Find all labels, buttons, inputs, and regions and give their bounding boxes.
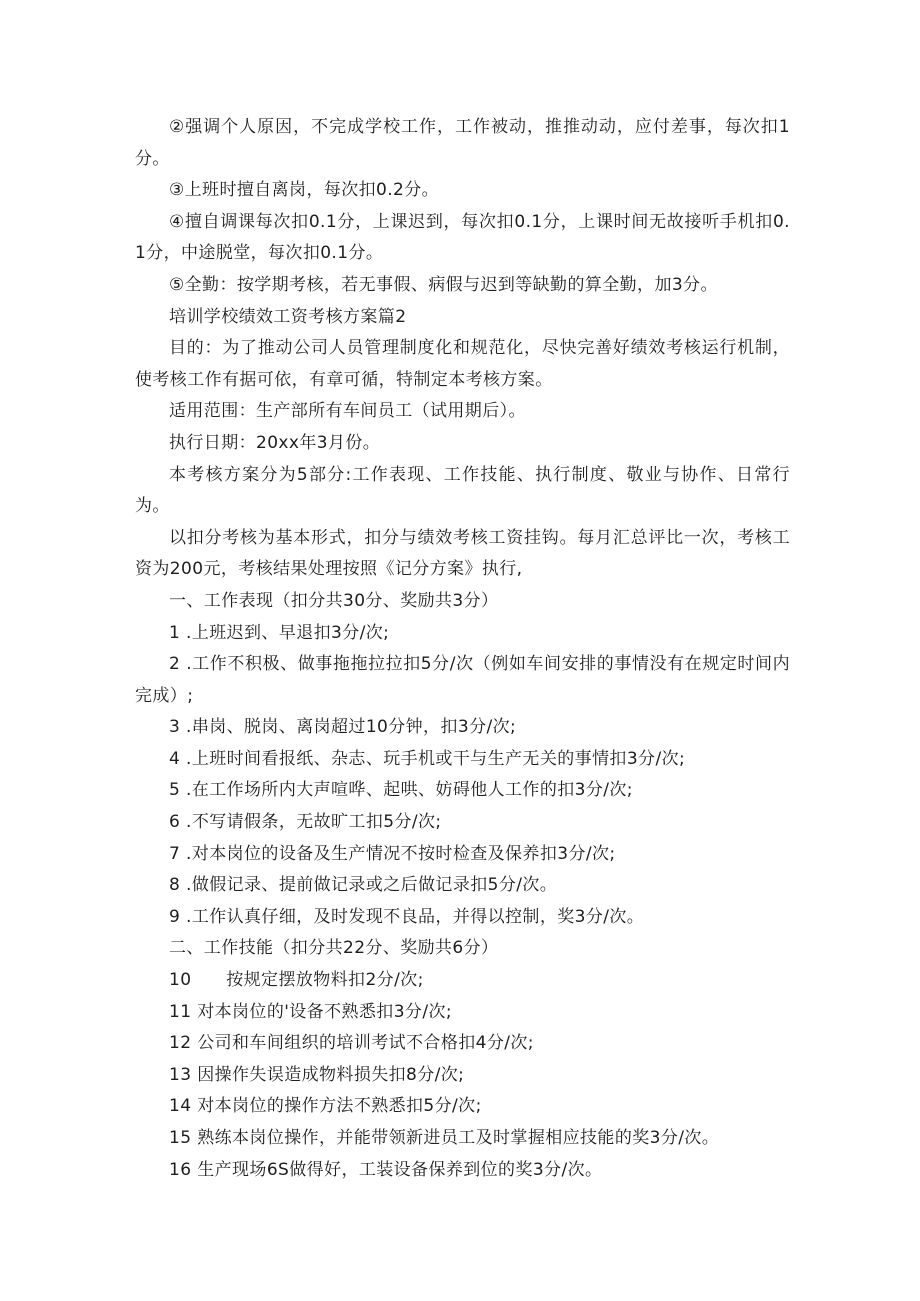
paragraph-scope: 适用范围：生产部所有车间员工（试用期后）。 [169, 401, 526, 422]
paragraph-plan-parts: 本考核方案分为5部分:工作表现、工作技能、执行制度、敬业与协作、日常行为。 [135, 464, 790, 517]
document-body [135, 112, 790, 1186]
paragraph-purpose: 目的：为了推动公司人员管理制度化和规范化，尽快完善好绩效考核运行机制，使考核工作有据可依，有章可循，特制定本考核方案。 [135, 338, 790, 390]
list-item-13: 13 因操作失误造成物料损失扣8分/次; [169, 1064, 465, 1085]
heading-work-performance: 一、工作表现（扣分共30分、奖励共3分） [169, 590, 499, 611]
list-item-10: 10 按规定摆放物料扣2分/次; [169, 970, 424, 991]
list-item-9: 9 .工作认真仔细，及时发现不良品，并得以控制，奖3分/次。 [169, 906, 645, 927]
paragraph-deduct-personal-reason: ②强调个人原因，不完成学校工作，工作被动，推推动动，应付差事，每次扣1分。 [135, 117, 790, 169]
list-item-16: 16 生产现场6S做得好，工装设备保养到位的奖3分/次。 [169, 1159, 603, 1180]
list-item-5: 5 .在工作场所内大声喧哗、起哄、妨碍他人工作的扣3分/次; [169, 780, 633, 801]
paragraph-deduction-basis: 以扣分考核为基本形式，扣分与绩效考核工资挂钩。每月汇总评比一次，考核工资为200元，考核结果处理按照《记分方案》执行, [135, 527, 790, 580]
list-item-6: 6 .不写请假条，无故旷工扣5分/次; [169, 812, 442, 833]
paragraph-leave-post: ③上班时擅自离岗，每次扣0.2分。 [169, 180, 440, 201]
paragraph-effective-date: 执行日期：20xx年3月份。 [169, 432, 381, 453]
list-item-1: 1 .上班迟到、早退扣3分/次; [169, 622, 390, 643]
heading-work-skills: 二、工作技能（扣分共22分、奖励共6分） [169, 938, 499, 959]
list-item-15: 15 熟练本岗位操作，并能带领新进员工及时掌握相应技能的奖3分/次。 [169, 1128, 720, 1148]
list-item-2: 2 .工作不积极、做事拖拖拉拉扣5分/次（例如车间安排的事情没有在规定时间内完成）; [135, 654, 790, 706]
list-item-4: 4 .上班时间看报纸、杂志、玩手机或干与生产无关的事情扣3分/次; [169, 748, 686, 769]
list-item-3: 3 .串岗、脱岗、离岗超过10分钟，扣3分/次; [169, 717, 517, 738]
list-item-11: 11 对本岗位的'设备不熟悉扣3分/次; [169, 1001, 452, 1022]
list-item-14: 14 对本岗位的操作方法不熟悉扣5分/次; [169, 1096, 482, 1117]
paragraph-class-changes: ④擅自调课每次扣0.1分，上课迟到，每次扣0.1分，上课时间无故接听手机扣0.1分，中途脱堂，每次扣0.1分。 [135, 211, 790, 264]
list-item-12: 12 公司和车间组织的培训考试不合格扣4分/次; [169, 1033, 534, 1054]
section-title-plan-2: 培训学校绩效工资考核方案篇2 [169, 306, 407, 327]
paragraph-full-attendance: ⑤全勤：按学期考核，若无事假、病假与迟到等缺勤的算全勤，加3分。 [169, 274, 718, 295]
list-item-7: 7 .对本岗位的设备及生产情况不按时检查及保养扣3分/次; [169, 843, 616, 864]
list-item-8: 8 .做假记录、提前做记录或之后做记录扣5分/次。 [169, 875, 558, 896]
